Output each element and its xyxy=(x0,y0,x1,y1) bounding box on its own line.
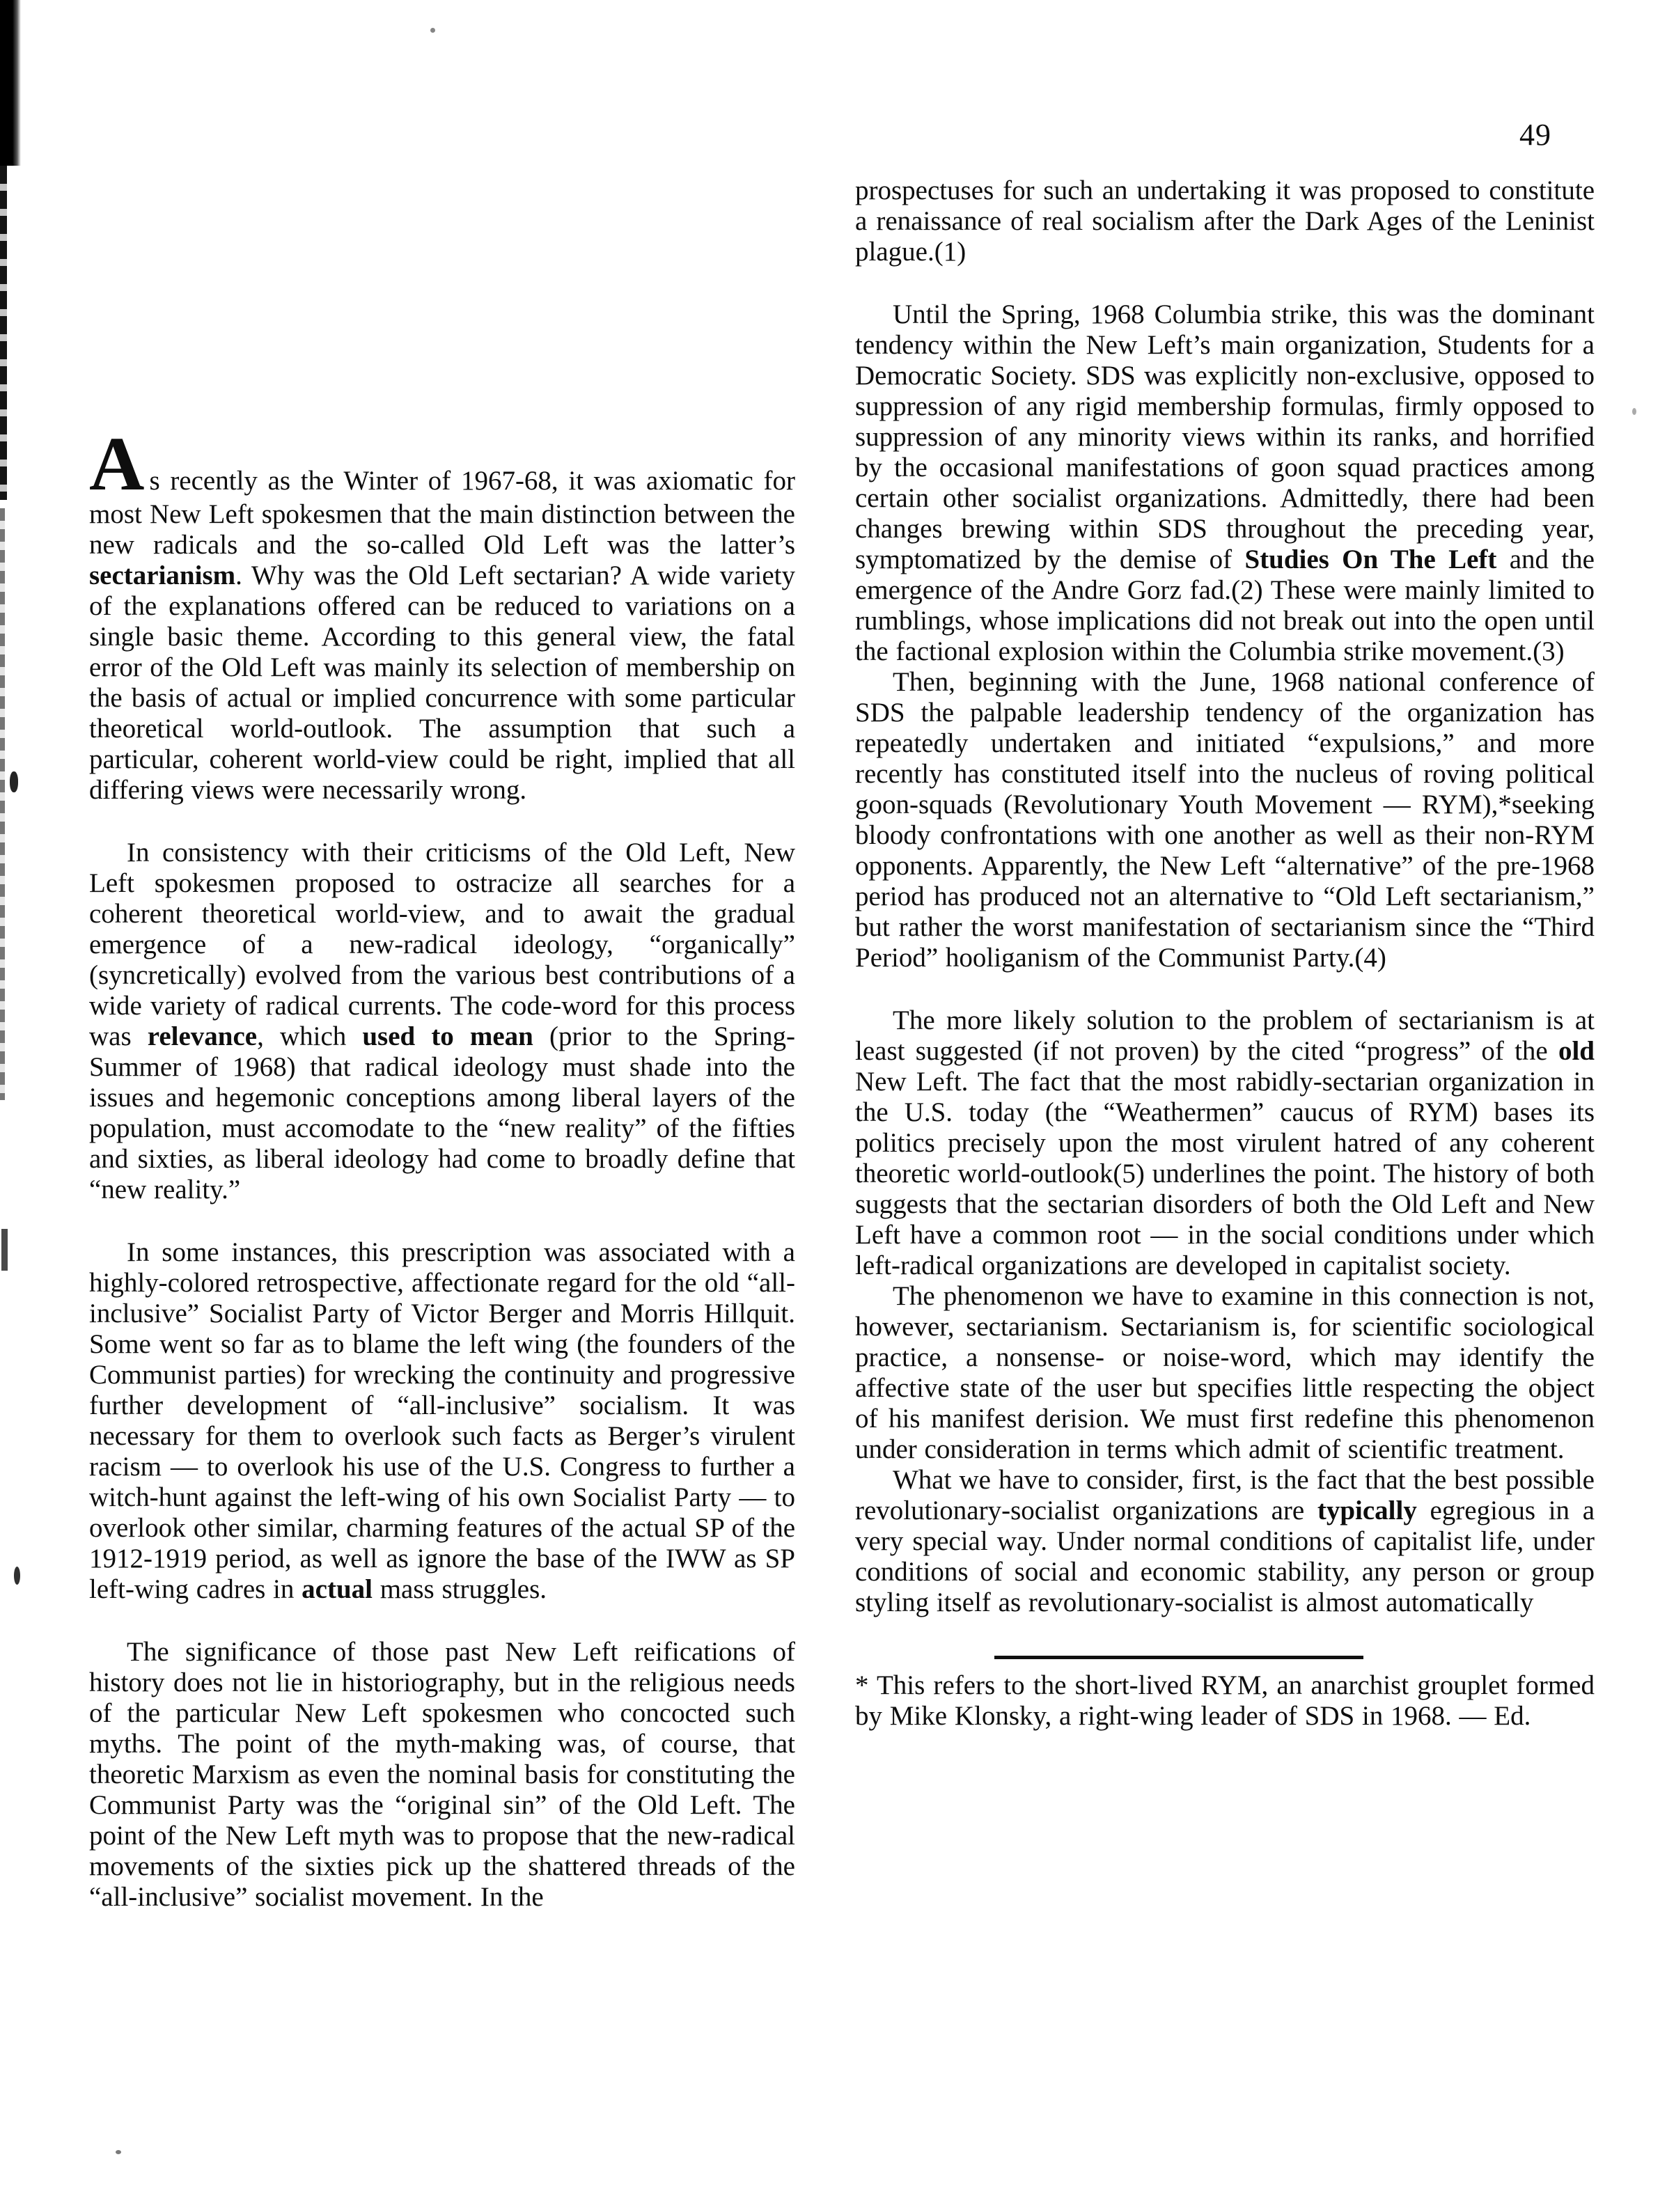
body-text: The more likely solution to the problem of sectarianism is at least suggested (if not proven) by the cited “progress” of the xyxy=(855,1005,1595,1066)
binding-edge-artifact xyxy=(10,771,18,792)
paper-speck xyxy=(1632,408,1636,415)
binding-edge-artifact xyxy=(0,0,21,166)
body-text: (prior to the Spring-Summer of 1968) that radical ideology must shade into the issues and hegemonic conceptions among liberal layers of the population, must accomodate to the “new reality” of the fifties and sixties, as liberal ideology had come to broadly define that “new reality.” xyxy=(89,1021,796,1205)
paper-speck xyxy=(430,28,435,33)
emphasized-text: Studies On The Left xyxy=(1244,544,1497,574)
body-text: What we have to consider, first, is the fact that the best possible revolutionary-socialist organizations are xyxy=(855,1465,1595,1525)
paragraph xyxy=(89,838,795,1205)
body-text: mass struggles. xyxy=(372,1574,547,1605)
binding-edge-artifact xyxy=(14,1567,20,1585)
body-text: Then, beginning with the June, 1968 national conference of SDS the palpable leadership tendency of the organization has repeatedly undertaken and initiated “expulsions,” and more recently has constituted itself into the nucleus of roving political goon-squads (Revolutionary Youth Movement — RYM),*seeking bloody confrontations with one another as well as their non-RYM opponents. Apparently, the New Left “alternative” of the pre-1968 period has produced not an alternative to “Old Left sectarianism,” but rather the worst manifestation of sectarianism since the “Third Period” hooliganism of the Communist Party.(4) xyxy=(855,667,1595,973)
paper-speck xyxy=(116,2150,121,2154)
emphasized-text: relevance xyxy=(147,1021,258,1052)
body-text: New Left. The fact that the most rabidly-sectarian organization in the U.S. today (the “Weathermen” caucus of RYM) bases its politics precisely upon the most virulent hatred of any coherent theoretic world-outlook(5) underlines the point. The history of both suggests that the sectarian disorders of both the Old Left and New Left have a common root — in the social conditions under which left-radical organizations are developed in capitalist society. xyxy=(855,1067,1595,1280)
body-text: prospectuses for such an undertaking it was proposed to constitute a renaissance of real socialism after the Dark Ages of the Leninist plague.(1) xyxy=(855,175,1595,267)
paragraph xyxy=(89,421,795,806)
body-text: and the emergence of the Andre Gorz fad.(2) These were mainly limited to rumblings, whose implications did not break out into the open until the factional explosion within the Columbia strike movement.(3) xyxy=(855,544,1595,666)
drop-cap-letter: A xyxy=(89,421,147,506)
page-number: 49 xyxy=(1519,118,1551,152)
binding-edge-artifact xyxy=(0,508,5,1100)
binding-edge-artifact xyxy=(1,1229,8,1271)
footnote-divider xyxy=(994,1656,1363,1659)
emphasized-text: sectarianism xyxy=(89,560,236,591)
binding-edge-artifact xyxy=(0,166,7,500)
body-text: In consistency with their criticisms of the Old Left, New Left spokesmen proposed to ostracize all searches for a coherent theoretical world-view, and to await the gradual emergence of a new-radical ideology, “organically” (syncretically) evolved from the various best contributions of a wide variety of radical currents. The code-word for this process was xyxy=(89,838,795,1052)
paragraph xyxy=(855,299,1595,667)
paragraph xyxy=(855,667,1595,973)
body-text: The significance of those past New Left reifications of history does not lie in historiography, but in the religious needs of the particular New Left spokesmen who concocted such myths. The point of the myth-making was, of course, that theoretic Marxism as even the nominal basis for constituting the Communist Party was the “original sin” of the Old Left. The point of the New Left myth was to propose that the new-radical movements of the sixties pick up the shattered threads of the “all-inclusive” socialist movement. In the xyxy=(89,1637,795,1913)
paragraph xyxy=(855,175,1595,267)
body-text: The phenomenon we have to examine in this connection is not, however, sectarianism. Sectarianism is, for scientific sociological practice, a nonsense- or noise-word, which may identify the affective state of the user but specifies little respecting the object of his manifest derision. We must first redefine this phenomenon under consideration in terms which admit of scientific treatment. xyxy=(855,1281,1595,1464)
body-text: . Why was the Old Left sectarian? A wide variety of the explanations offered can be reduced to variations on a single basic theme. According to this general view, the fatal error of the Old Left was mainly its selection of membership on the basis of actual or implied concurrence with some particular theoretical world-outlook. The assumption that such a particular, coherent world-view could be right, implied that all differing views were necessarily wrong. xyxy=(89,560,795,806)
body-text: s recently as the Winter of 1967-68, it was axiomatic for most New Left spokesmen that the main distinction between the new radicals and the so-called Old Left was the latter’s xyxy=(89,466,795,560)
body-text: , which xyxy=(257,1021,363,1052)
paragraph xyxy=(855,1281,1595,1465)
paragraph xyxy=(855,1005,1595,1281)
emphasized-text: old xyxy=(1558,1036,1595,1066)
body-text: egregious in a very special way. Under normal conditions of capitalist life, under conditions of social and economic stability, any person or group styling itself as revolutionary-socialist is almost automatically xyxy=(855,1496,1595,1617)
emphasized-text: typically xyxy=(1317,1496,1417,1525)
right-column xyxy=(855,175,1595,1732)
emphasized-text: actual xyxy=(302,1574,373,1605)
left-column xyxy=(89,421,796,1913)
paragraph xyxy=(89,1237,795,1605)
footnote-text xyxy=(855,1670,1595,1732)
paragraph xyxy=(855,1465,1595,1618)
body-text: In some instances, this prescription was associated with a highly-colored retrospective, affectionate regard for the old “all-inclusive” Socialist Party of Victor Berger and Morris Hillquit. Some went so far as to blame the left wing (the founders of the Communist parties) for wrecking the continuity and progressive further development of “all-inclusive” socialism. It was necessary for them to overlook such facts as Berger’s virulent racism — to overlook his use of the U.S. Congress to further a witch-hunt against the left-wing of his own Socialist Party — to overlook other similar, charming features of the actual SP of the 1912-1919 period, as well as ignore the base of the IWW as SP left-wing cadres in xyxy=(89,1237,795,1605)
emphasized-text: used to mean xyxy=(362,1021,533,1052)
body-text: Until the Spring, 1968 Columbia strike, this was the dominant tendency within the New Left’s main organization, Students for a Democratic Society. SDS was explicitly non-exclusive, opposed to suppression of any rigid membership formulas, firmly opposed to suppression of any minority views within its ranks, and horrified by the occasional manifestations of goon squad practices among certain other socialist organizations. Admittedly, there had been changes brewing within SDS throughout the preceding year, symptomatized by the demise of xyxy=(855,299,1595,574)
paragraph xyxy=(89,1637,795,1913)
body-text: * This refers to the short-lived RYM, an anarchist grouplet formed by Mike Klonsky, a right-wing leader of SDS in 1968. — Ed. xyxy=(855,1670,1595,1731)
